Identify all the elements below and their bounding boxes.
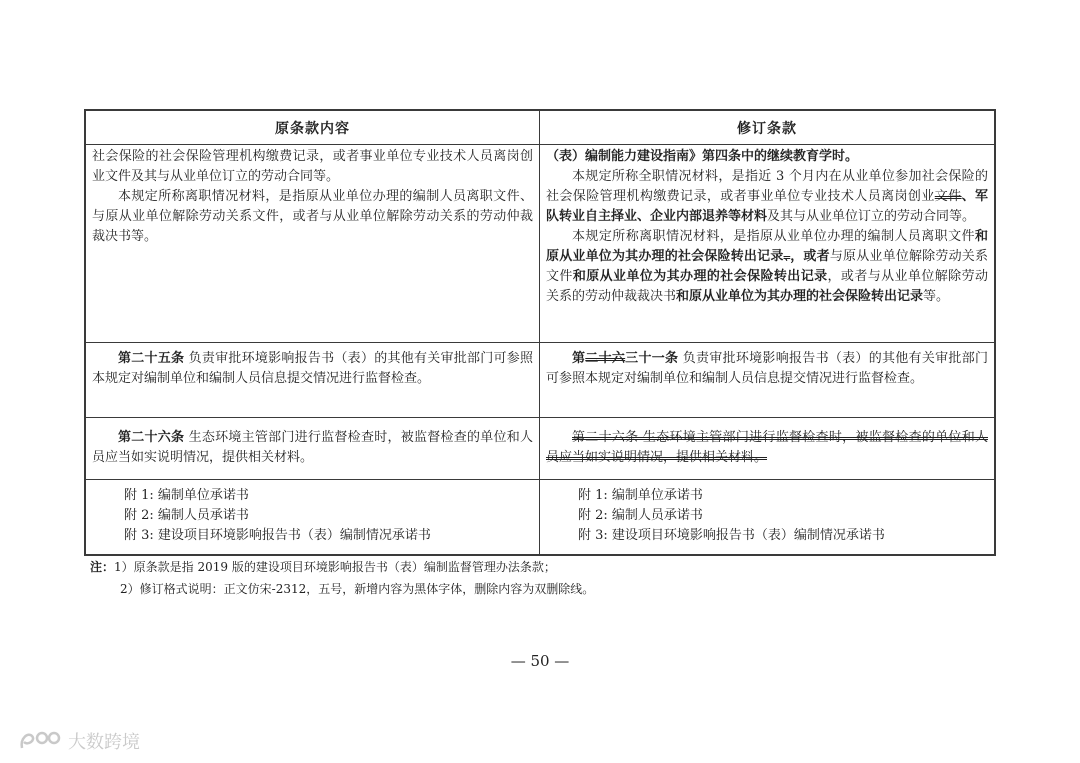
added-text: 和原从业单位为其办理的社会保险转出记录 [572, 269, 828, 284]
article-number: 第 [572, 351, 586, 366]
deleted-paragraph: 第二十六条 生态环境主管部门进行监督检查时，被监督检查的单位和人员应当如实说明情况，提供相关材料。 [546, 430, 988, 465]
revised-paragraph [546, 227, 988, 307]
table-row [86, 418, 994, 480]
text: 与原从业单位解除劳动关系文件 [546, 249, 988, 284]
attachment-item: 附 1: 编制单位承诺书 [578, 488, 703, 503]
watermark [18, 728, 140, 754]
header-revised: 修订条款 [737, 120, 797, 137]
text: ，或者与从业单位解除劳动关系的劳动仲裁裁决书 [546, 269, 988, 304]
table-header [86, 111, 994, 145]
note-2 [90, 578, 594, 600]
note-text: 1）原条款是指 2019 版的建设项目环境影响报告书（表）编制监督管理办法条款； [114, 560, 556, 574]
original-cell [86, 145, 540, 342]
original-paragraph [92, 428, 533, 468]
text: 及其与从业单位订立的劳动合同等。 [767, 209, 976, 224]
text: 本规定所称全职情况材料，是指近 3 个月内在从业单位参加社会保险的社会保险管理机构缴费记录，或者事业单位专业技术人员离岗创业 [546, 169, 988, 204]
text: 负责审批环境影响报告书（表）的其他有关审批部门可参照本规定对编制单位和编制人员信息提交情况进行监督检查。 [546, 351, 988, 386]
revised-paragraph: （表）编制能力建设指南》第四条中的继续教育学时。 [546, 149, 859, 164]
revised-cell [540, 480, 994, 554]
added-text: 、军队转业自主择业、企业内部退养等材料 [546, 189, 988, 224]
revision-table [84, 109, 996, 556]
watermark-logo-icon [18, 730, 64, 752]
note-1 [90, 556, 594, 578]
original-paragraph: 本规定所称离职情况材料，是指原从业单位办理的编制人员离职文件、与原从业单位解除劳动关系文件，或者与从业单位解除劳动关系的劳动仲裁裁决书等。 [92, 189, 533, 244]
article-number: 第二十五条 [118, 351, 185, 366]
deleted-text: 文件 [934, 189, 962, 204]
revised-paragraph [546, 167, 988, 227]
added-text: 三十一 [625, 351, 666, 366]
original-cell [86, 418, 540, 479]
table-row [86, 145, 994, 343]
page-number: — 50 — [510, 652, 570, 670]
attachment-item: 附 2: 编制人员承诺书 [124, 508, 249, 523]
note-text: 2）修订格式说明：正文仿宋-2312，五号，新增内容为黑体字体，删除内容为双删除线。 [120, 582, 595, 596]
notes [90, 556, 594, 600]
attachment-item: 附 2: 编制人员承诺书 [578, 508, 703, 523]
table-row [86, 343, 994, 418]
original-paragraph [92, 349, 533, 389]
revised-cell [540, 343, 994, 417]
attachment-item: 附 1: 编制单位承诺书 [124, 488, 249, 503]
text: 等。 [923, 289, 950, 304]
attachment-item: 附 3: 建设项目环境影响报告书（表）编制情况承诺书 [124, 528, 431, 543]
article-number: 条 [665, 351, 679, 366]
original-cell [86, 343, 540, 417]
text: 负责审批环境影响报告书（表）的其他有关审批部门可参照本规定对编制单位和编制人员信息提交情况进行监督检查。 [92, 351, 533, 386]
table-row [86, 480, 994, 554]
deleted-text: 二十六 [585, 351, 626, 366]
watermark-text: 大数跨境 [68, 732, 140, 753]
revised-cell [540, 418, 994, 479]
original-paragraph: 社会保险的社会保险管理机构缴费记录，或者事业单位专业技术人员离岗创业文件及其与从业单位订立的劳动合同等。 [92, 149, 533, 184]
added-text: 和原从业单位为其办理的社会保险转出记录 [676, 289, 924, 304]
added-text: 和原从业单位为其办理的社会保险转出记录 [546, 229, 988, 264]
text: 生态环境主管部门进行监督检查时，被监督检查的单位和人员应当如实说明情况，提供相关材料。 [92, 430, 533, 465]
added-text: ，或者 [790, 249, 830, 264]
notes-label: 注： [90, 560, 115, 574]
header-original: 原条款内容 [86, 111, 540, 144]
text: 本规定所称离职情况材料，是指原从业单位办理的编制人员离职文件 [572, 229, 975, 244]
revised-paragraph [546, 349, 988, 389]
original-cell [86, 480, 540, 554]
deleted-text: 、 [783, 249, 791, 264]
attachment-item: 附 3: 建设项目环境影响报告书（表）编制情况承诺书 [578, 528, 885, 543]
article-number: 第二十六条 [118, 430, 185, 445]
revised-cell [540, 145, 994, 342]
